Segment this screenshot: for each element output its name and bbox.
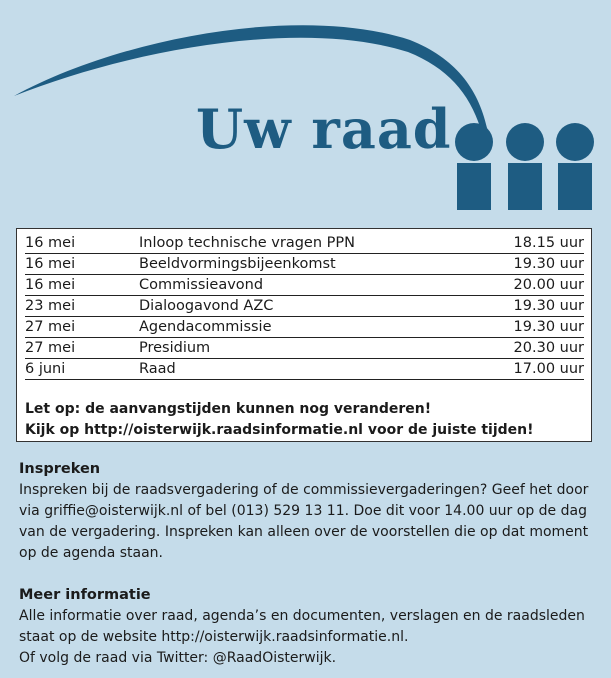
schedule-event: Agendacommissie	[139, 319, 272, 335]
notice-line: Kijk op http://oisterwijk.raadsinformatie.nl voor de juiste tijden!	[25, 422, 534, 438]
schedule-row	[25, 233, 584, 254]
section-line: via griffie@oisterwijk.nl of bel (013) 529 13 11. Doe dit voor 14.00 uur op de dag	[19, 503, 587, 519]
page-title: Uw raad	[196, 97, 452, 161]
schedule-row	[25, 254, 584, 275]
notice-line: Let op: de aanvangstijden kunnen nog veranderen!	[25, 401, 432, 417]
schedule-date: 6 juni	[25, 361, 66, 377]
schedule-row	[25, 359, 584, 380]
schedule-event: Commissieavond	[139, 277, 264, 293]
schedule-date: 16 mei	[25, 256, 76, 272]
schedule-time: 19.30 uur	[513, 256, 584, 272]
schedule-event: Presidium	[139, 340, 211, 356]
meer-informatie-section	[19, 585, 604, 669]
inspreken-section	[19, 459, 604, 564]
schedule-date: 27 mei	[25, 319, 76, 335]
meeting-schedule	[16, 228, 592, 442]
section-heading: Inspreken	[19, 461, 101, 477]
section-line: staat op de website http://oisterwijk.raadsinformatie.nl.	[19, 629, 409, 645]
schedule-row	[25, 317, 584, 338]
section-line: Of volg de raad via Twitter: @RaadOisterwijk.	[19, 650, 337, 666]
schedule-date: 16 mei	[25, 277, 76, 293]
schedule-time: 19.30 uur	[513, 319, 584, 335]
section-heading: Meer informatie	[19, 587, 151, 603]
schedule-event: Beeldvormingsbijeenkomst	[139, 256, 336, 272]
schedule-time: 19.30 uur	[513, 298, 584, 314]
schedule-event: Inloop technische vragen PPN	[139, 235, 355, 251]
header-banner	[0, 0, 611, 225]
section-line: op de agenda staan.	[19, 545, 163, 561]
schedule-event: Raad	[139, 361, 176, 377]
schedule-row	[25, 296, 584, 317]
schedule-time: 20.30 uur	[513, 340, 584, 356]
schedule-time: 20.00 uur	[513, 277, 584, 293]
section-line: Alle informatie over raad, agenda’s en documenten, verslagen en de raadsleden	[19, 608, 585, 624]
schedule-date: 16 mei	[25, 235, 76, 251]
schedule-event: Dialoogavond AZC	[139, 298, 274, 314]
section-line: van de vergadering. Inspreken kan alleen over de voorstellen die op dat moment	[19, 524, 589, 540]
schedule-notice	[25, 399, 534, 441]
schedule-row	[25, 338, 584, 359]
schedule-date: 27 mei	[25, 340, 76, 356]
schedule-row	[25, 275, 584, 296]
section-line: Inspreken bij de raadsvergadering of de commissievergaderingen? Geef het door	[19, 482, 589, 498]
schedule-date: 23 mei	[25, 298, 76, 314]
schedule-time: 17.00 uur	[513, 361, 584, 377]
schedule-time: 18.15 uur	[513, 235, 584, 251]
